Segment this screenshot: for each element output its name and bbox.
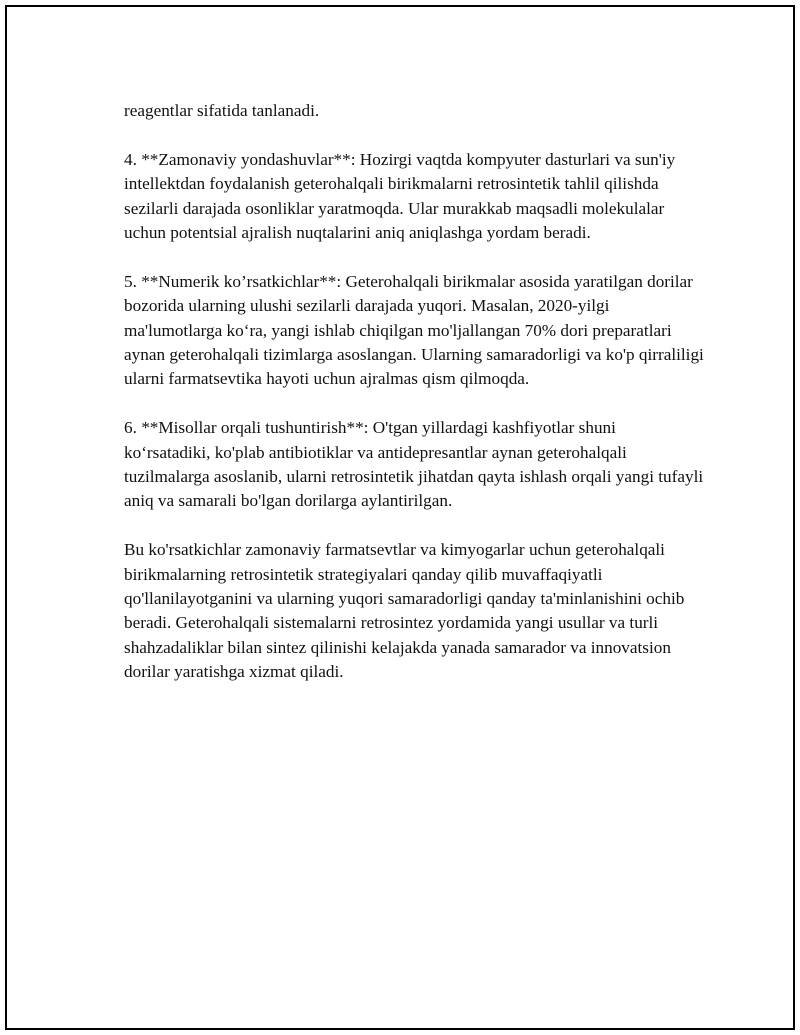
paragraph-modern-approaches: 4. **Zamonaviy yondashuvlar**: Hozirgi vaqtda kompyuter dasturlari va sun'iy intellektdan foydalanish geterohalqali birikmalarni retrosintetik tahlil qilishda sezilarli darajada osonliklar yaratmoqda. Ular murakkab maqsadli molekulalar uchun potentsial ajralish nuqtalarini aniq aniqlashga yordam beradi.: [124, 149, 676, 243]
paragraph-conclusion: Bu ko'rsatkichlar zamonaviy farmatsevtlar va kimyogarlar uchun geterohalqali birikmalarning retrosintetik strategiyalari qanday qilib muvaffaqiyatli qo'llanilayotganini va ularning yuqori samaradorligi qanday ta'minlanishini ochib beradi. Geterohalqali sistemalarni retrosintez yordamida yangi usullar va turli shahzadaliklar bilan sintez qilinishi kelajakda yanada samarador va innovatsion dorilar yaratishga xizmat qiladi.: [124, 540, 685, 682]
page-frame: [5, 5, 795, 1030]
document-body: [124, 99, 704, 709]
paragraph-examples: 6. **Misollar orqali tushuntirish**: O'tgan yillardagi kashfiyotlar shuni ko‘rsatadiki, ko'plab antibiotiklar va antidepresantlar aynan geterohalqali tuzilmalarga asoslanib, ularni retrosintetik jihatdan qayta ishlash orqali yangi tufayli aniq va samarali bo'lgan dorilarga aylantirilgan.: [124, 418, 704, 511]
paragraph-numeric-indicators: 5. **Numerik ko’rsatkichlar**: Geterohalqali birikmalar asosida yaratilgan dorilar bozorida ularning ulushi sezilarli darajada yuqori. Masalan, 2020-yilgi ma'lumotlarga ko‘ra, yangi ishlab chiqilgan mo'ljallangan 70% dori preparatlari aynan geterohalqali tizimlarga asoslangan. Ularning samaradorligi va ko'p qirraliligi ularni farmatsevtika hayoti uchun ajralmas qism qilmoqda.: [124, 271, 704, 389]
paragraph-continuation: reagentlar sifatida tanlanadi.: [124, 101, 320, 120]
